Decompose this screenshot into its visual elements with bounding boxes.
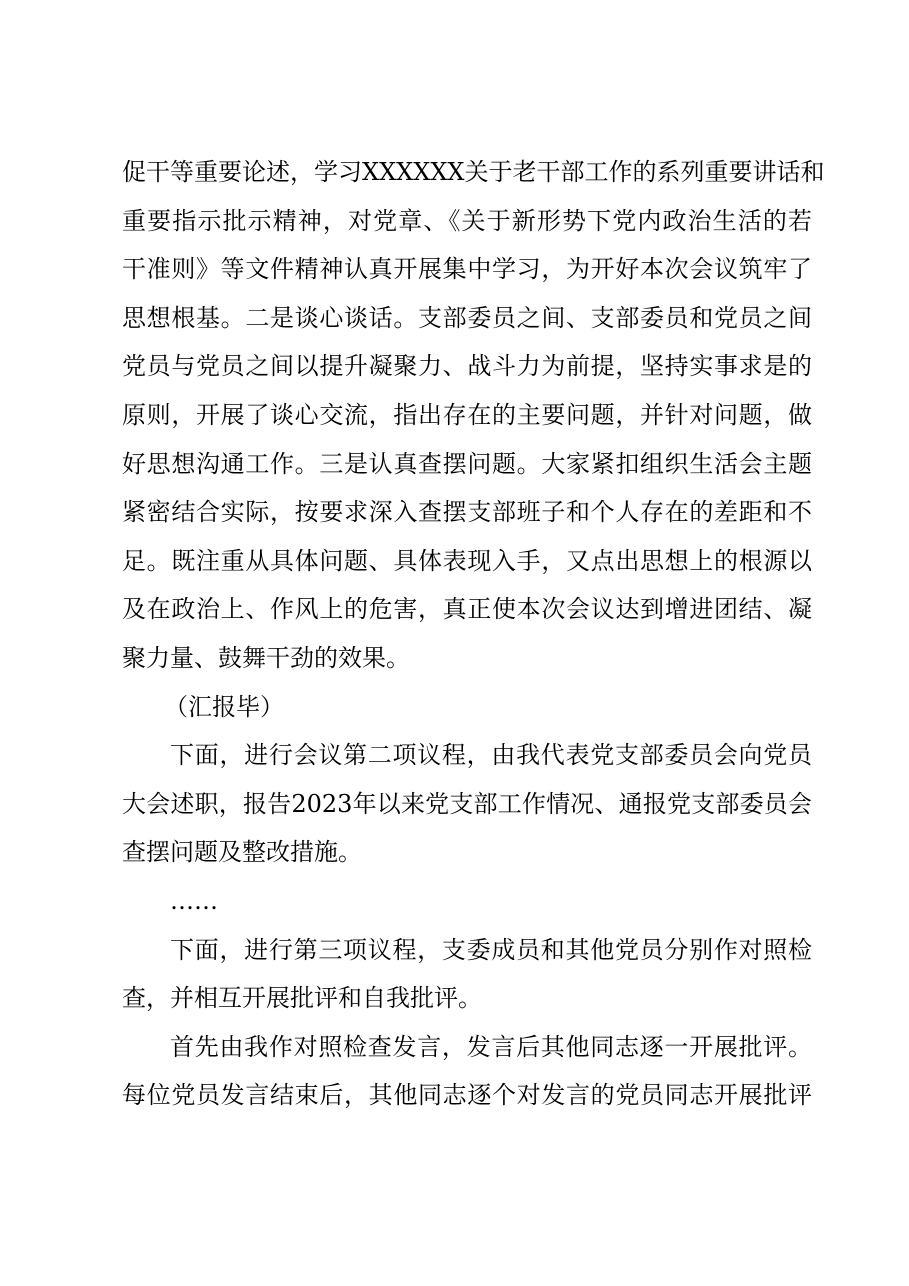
text-line: 查摆问题及整改措施。 <box>122 838 362 867</box>
report-end-note: （汇报毕） <box>164 692 284 721</box>
text-line: 重要指示批示精神，对党章、《关于新形势下党内政治生活的若 <box>122 206 812 235</box>
text-line: 每位党员发言结束后，其他同志逐个对发言的党员同志开展批评 <box>122 1081 812 1110</box>
text-line: 聚力量、鼓舞干劲的效果。 <box>122 643 410 672</box>
ellipsis-line: …… <box>170 886 218 915</box>
text-line: 原则，开展了谈心交流，指出存在的主要问题，并针对问题，做 <box>122 400 812 429</box>
document-body <box>122 158 825 1131</box>
text-line: 下面，进行会议第二项议程，由我代表党支部委员会向党员 <box>170 741 812 770</box>
text-line: 好思想沟通工作。三是认真查摆问题。大家紧扣组织生活会主题 <box>122 449 812 478</box>
text-line: 促干等重要论述，学习XXXXXX关于老干部工作的系列重要讲话和 <box>122 158 825 186</box>
text-line: 干准则》等文件精神认真开展集中学习，为开好本次会议筑牢了 <box>122 255 812 284</box>
text-line: 首先由我作对照检查发言，发言后其他同志逐一开展批评。 <box>170 1032 812 1061</box>
text-line: 紧密结合实际，按要求深入查摆支部班子和个人存在的差距和不 <box>122 498 812 527</box>
text-line: 党员与党员之间以提升凝聚力、战斗力为前提，坚持实事求是的 <box>122 352 812 381</box>
text-line: 查，并相互开展批评和自我批评。 <box>122 984 482 1013</box>
text-line: 思想根基。二是谈心谈话。支部委员之间、支部委员和党员之间 <box>122 303 812 332</box>
text-line: 大会述职，报告2023年以来党支部工作情况、通报党支部委员会 <box>122 789 812 818</box>
text-line: 足。既注重从具体问题、具体表现入手，又点出思想上的根源以 <box>122 546 812 575</box>
text-line: 及在政治上、作风上的危害，真正使本次会议达到增进团结、凝 <box>122 595 812 624</box>
text-line: 下面，进行第三项议程，支委成员和其他党员分别作对照检 <box>170 935 812 964</box>
